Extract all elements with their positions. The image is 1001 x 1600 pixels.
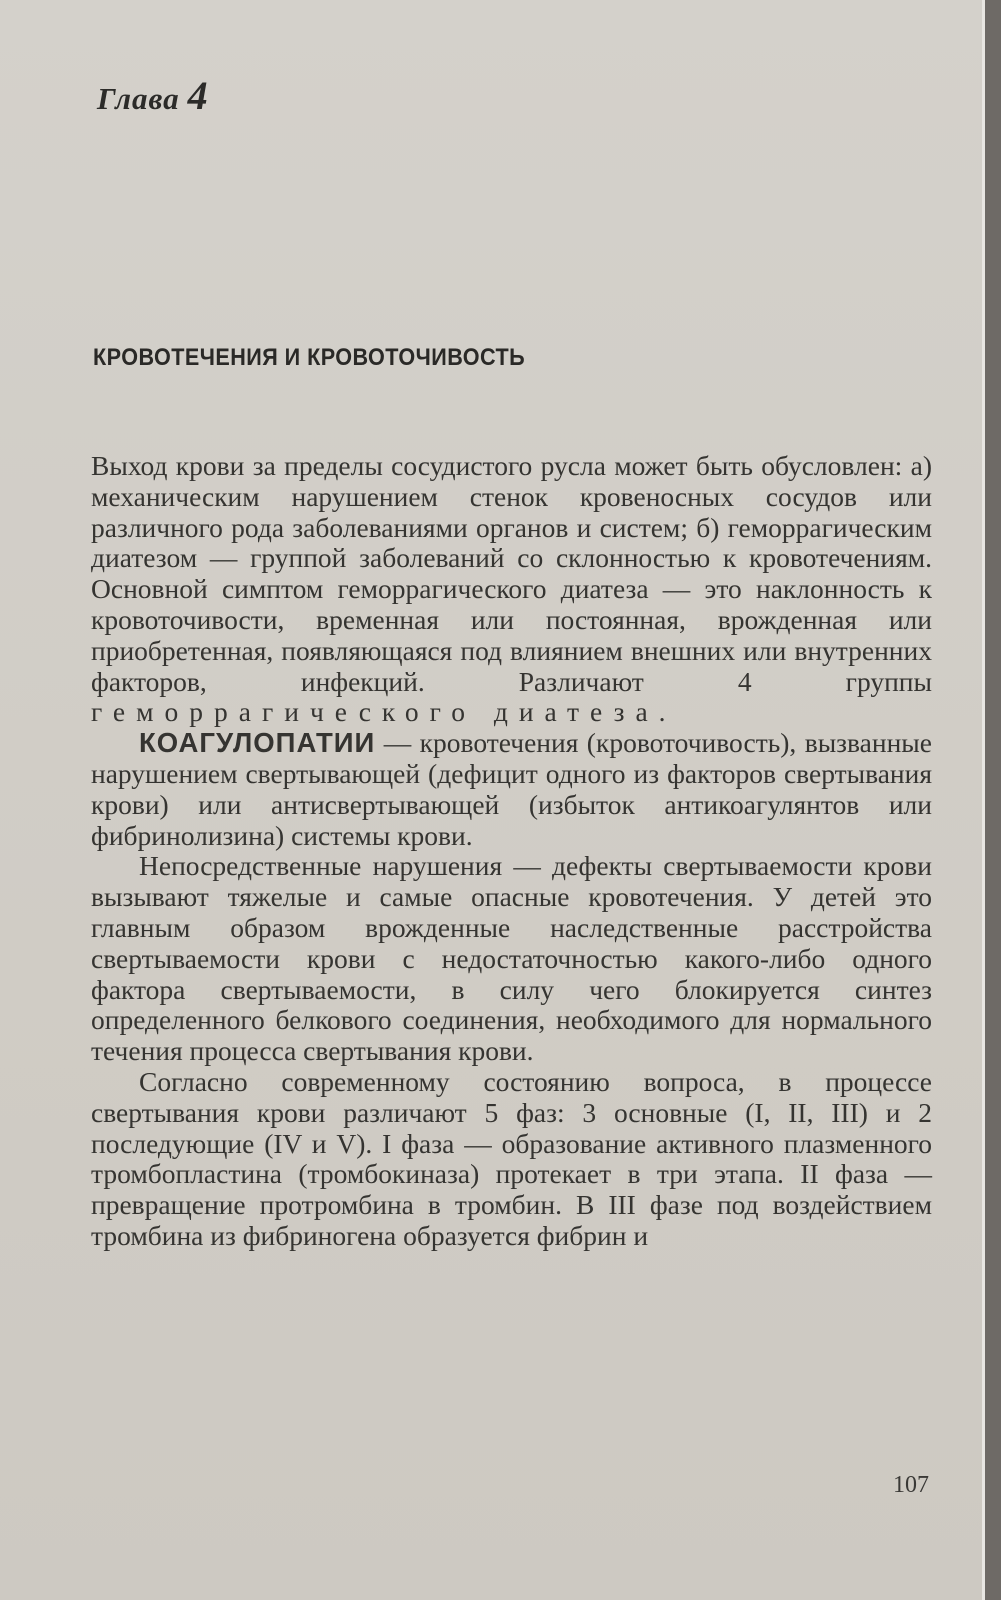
page-edge-highlight — [982, 0, 985, 1600]
chapter-number: 4 — [187, 73, 209, 118]
chapter-label: Глава — [97, 81, 180, 116]
page-number: 107 — [893, 1472, 929, 1498]
paragraph-2-text: — кровотечения (кровоточивость), вызванные нарушением свертывающей (дефицит одного из факторов свертывания крови) или антисвертывающей (избыток антикоагулянтов или фибринолизина) системы крови. — [91, 727, 932, 851]
term-coagulopathy: КОАГУЛОПАТИИ — [139, 727, 376, 759]
paragraph-1 — [91, 451, 932, 728]
paragraph-1-text: Выход крови за пределы сосудистого русла может быть обусловлен: а) механическим нарушением стенок кровеносных сосудов или различного рода заболеваниями органов и систем; б) геморрагическим диатезом — группой заболеваний со склонностью к кровотечениям. Основной симптом геморрагического диатеза — это наклонность к кровоточивости, временная или постоянная, врожденная или приобретенная, появляющаяся под влиянием внешних или внутренних факторов, инфекций. Различают 4 группы — [91, 450, 932, 697]
spaced-term: геморрагического диатеза — [91, 696, 659, 728]
body-text — [91, 451, 932, 1252]
paragraph-1-end: . — [658, 696, 666, 728]
paragraph-2 — [91, 728, 932, 851]
paragraph-3: Непосредственные нарушения — дефекты свертываемости крови вызывают тяжелые и самые опасные кровотечения. У детей это главным образом врожденные наследственные расстройства свертываемости крови с недостаточностью какого-либо одного фактора свертываемости, в силу чего блокируется синтез определенного белкового соединения, необходимого для нормального течения процесса свертывания крови. — [91, 850, 932, 1067]
chapter-heading — [97, 72, 209, 119]
section-title: КРОВОТЕЧЕНИЯ И КРОВОТОЧИВОСТЬ — [93, 344, 526, 371]
paragraph-4: Согласно современному состоянию вопроса, в процессе свертывания крови различают 5 фаз: 3 основные (I, II, III) и 2 последующие (IV и V). I фаза — образование активного плазменного тромбопластина (тромбокиназа) протекает в три этапа. II фаза — превращение протромбина в тромбин. В III фазе под воздействием тромбина из фибриногена образуется фибрин и — [91, 1065, 932, 1251]
